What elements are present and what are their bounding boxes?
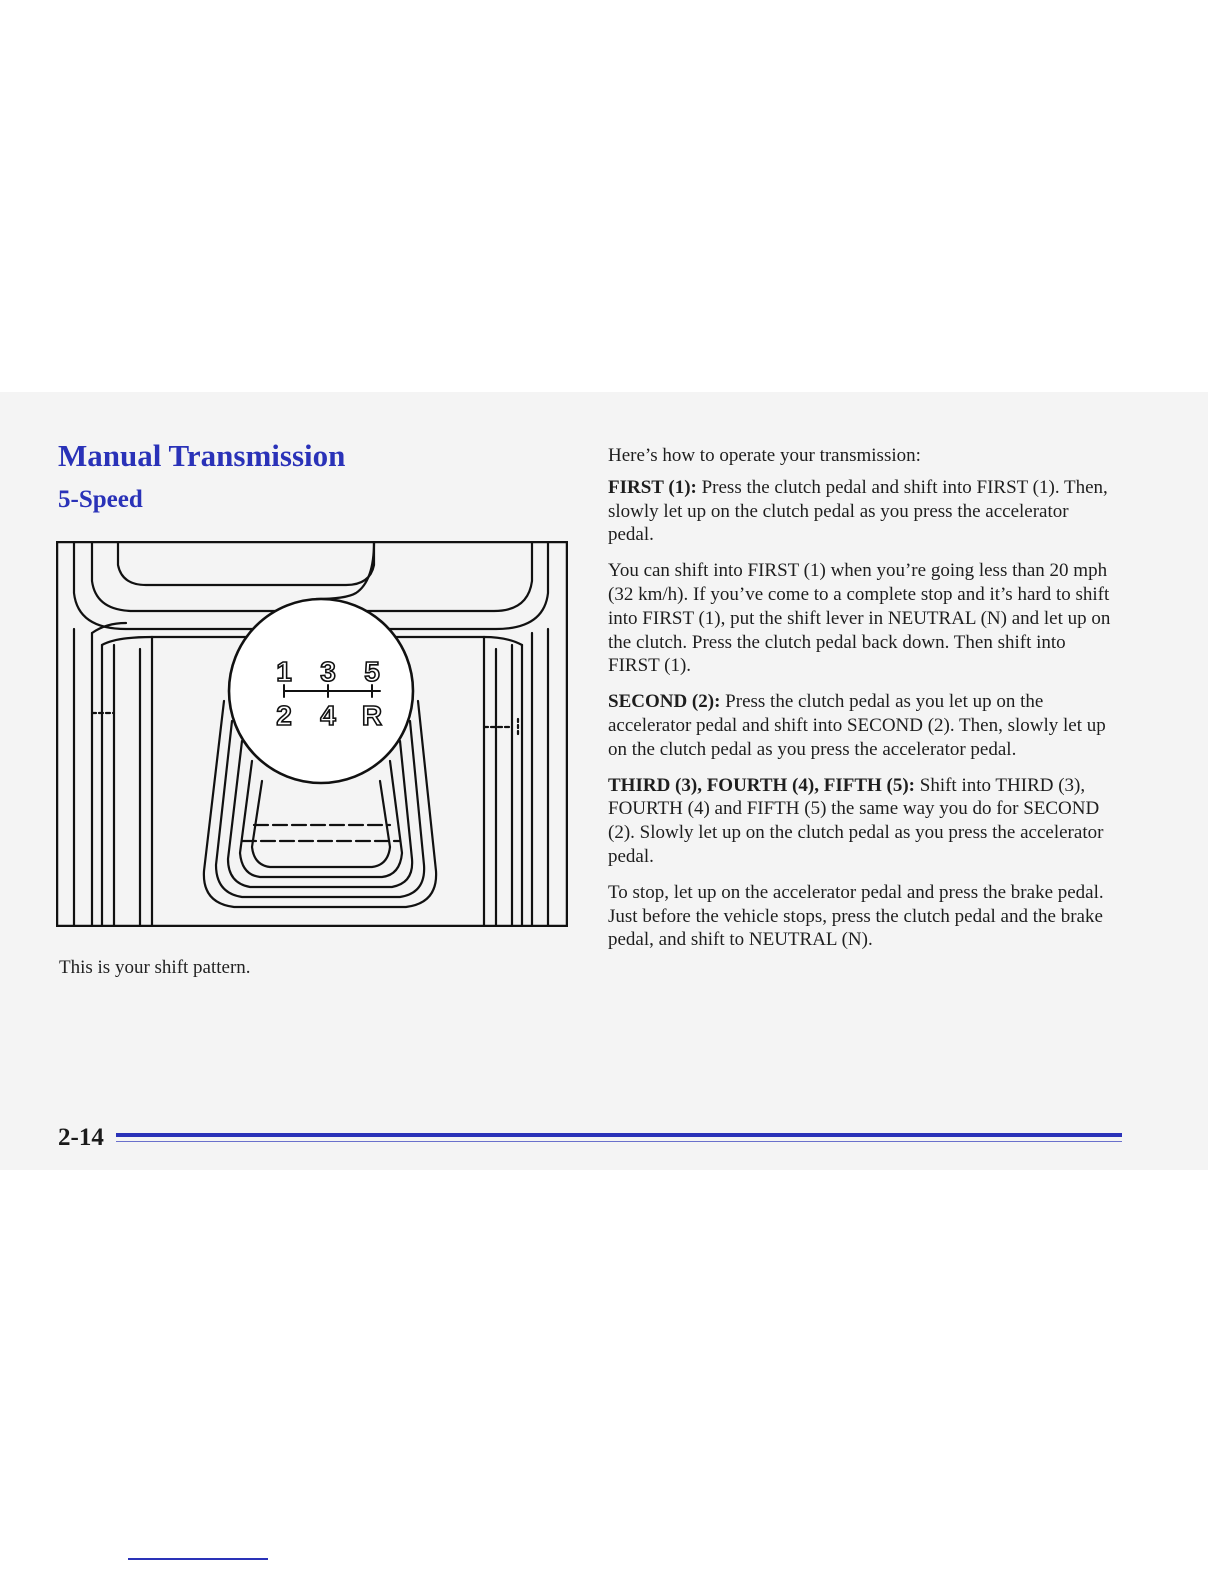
second-gear-text: Press the clutch pedal as you let up on the accelerator pedal and shift into SECOND (2). Then, slowly let up on the clutch pedal as you press the accelerator pedal. [608,691,1106,760]
second-gear-lead: SECOND (2): [608,691,721,713]
second-gear-paragraph [608,690,1118,761]
gear-1-label: 1 [276,656,292,687]
gear-4-label: 4 [320,700,336,731]
footer-rule-thin [116,1141,1122,1142]
gear-reverse-label: R [361,700,383,731]
page-title: Manual Transmission [58,438,346,473]
upper-gears-text: Shift into THIRD (3), FOURTH (4) and FIFTH (5) the same way you do for SECOND (2). Slowly let up on the clutch pedal as you press the accelerator pedal. [608,774,1104,867]
footer-rule [116,1133,1122,1137]
stopping-paragraph: To stop, let up on the accelerator pedal and press the brake pedal. Just before the vehicle stops, press the clutch pedal and the brake pedal, and shift to NEUTRAL (N). [608,881,1104,951]
first-gear-text: Press the clutch pedal and shift into FIRST (1). Then, slowly let up on the clutch pedal as you press the accelerator pedal. [608,476,1108,546]
upper-gears-lead: THIRD (3), FOURTH (4), FIFTH (5): [608,774,915,796]
upper-gears-paragraph [608,774,1118,869]
bottom-corner-rule [128,1558,268,1560]
first-gear-note: You can shift into FIRST (1) when you’re going less than 20 mph (32 km/h). If you’ve come to a complete stop and it’s hard to shift into FIRST (1), put the shift lever in NEUTRAL (N) and let up on the clutch. Press the clutch pedal back down. Then shift into FIRST (1). [608,560,1111,677]
first-gear-paragraph [608,476,1118,547]
gear-5-label: 5 [364,656,380,687]
gear-2-label: 2 [276,700,292,731]
figure-caption: This is your shift pattern. [59,957,251,978]
section-subtitle: 5-Speed [58,486,143,513]
intro-text: Here’s how to operate your transmission: [608,445,921,466]
shift-pattern-illustration [56,541,568,927]
instructions-column [608,444,1118,964]
page-number: 2-14 [58,1124,104,1151]
first-gear-lead: FIRST (1): [608,476,697,498]
gear-3-label: 3 [320,656,336,687]
